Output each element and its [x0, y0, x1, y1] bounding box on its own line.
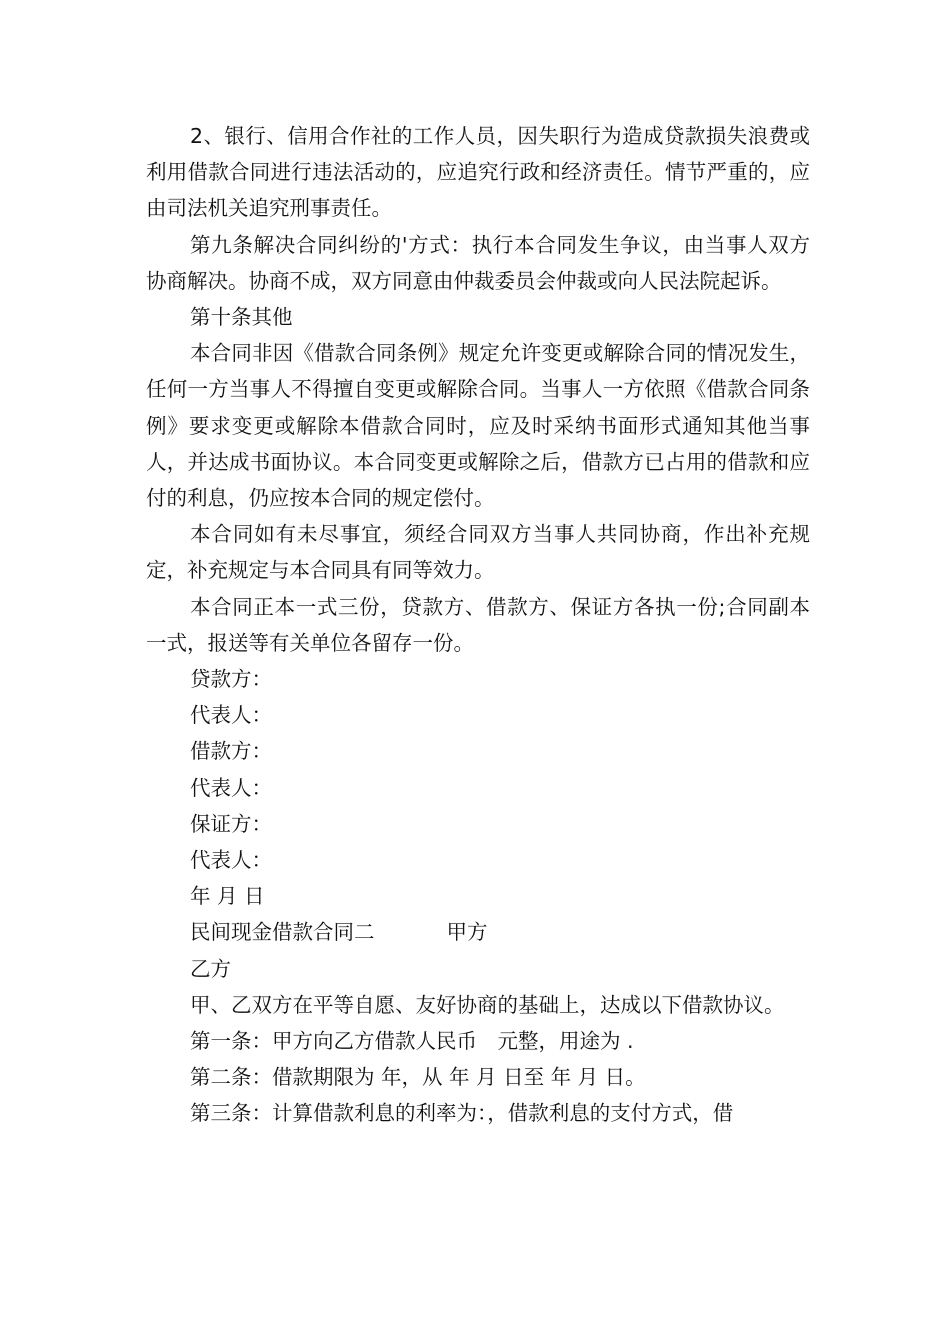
- signature-guarantor-representative: 代表人：: [190, 848, 272, 873]
- signature-lender: 贷款方：: [190, 667, 272, 692]
- party-b-label: 乙方: [190, 956, 231, 981]
- signature-guarantor: 保证方：: [190, 811, 272, 836]
- paragraph-modification: 本合同非因《借款合同条例》规定允许变更或解除合同的情况发生，任何一方当事人不得擅自变更或解除合同。当事人一方依照《借款合同条例》要求变更或解除本借款合同时，应及时采纳书面形式通知其他当事人，并达成书面协议。本合同变更或解除之后，借款方已占用的借款和应付的利息，仍应按本合同的规定偿付。: [146, 341, 810, 511]
- paragraph-copies: 本合同正本一式三份，贷款方、借款方、保证方各执一份;合同副本一式，报送等有关单位各留存一份。: [146, 594, 810, 655]
- heading-article-10: 第十条其他: [190, 305, 293, 330]
- contract2-title-line: [146, 914, 810, 950]
- contract2-title: 民间现金借款合同二: [190, 920, 375, 945]
- paragraph-staff-liability: 2、银行、信用合作社的工作人员，因失职行为造成贷款损失浪费或利用借款合同进行违法活动的，应追究行政和经济责任。情节严重的，应由司法机关追究刑事责任。: [146, 124, 810, 221]
- signature-borrower: 借款方：: [190, 739, 272, 764]
- paragraph-clause-2: 第二条：借款期限为 年，从 年 月 日至 年 月 日。: [190, 1065, 646, 1090]
- paragraph-agreement-intro: 甲、乙双方在平等自愿、友好协商的基础上，达成以下借款协议。: [190, 992, 785, 1017]
- paragraph-clause-1: 第一条：甲方向乙方借款人民币 元整，用途为 .: [190, 1029, 634, 1054]
- paragraph-clause-3: 第三条：计算借款利息的利率为：，借款利息的支付方式，借: [190, 1101, 734, 1126]
- party-a-label: 甲方: [446, 920, 488, 945]
- paragraph-article-9: 第九条解决合同纠纷的'方式：执行本合同发生争议，由当事人双方协商解决。协商不成，双方同意由仲裁委员会仲裁或向人民法院起诉。: [146, 232, 810, 293]
- paragraph-supplement: 本合同如有未尽事宜，须经合同双方当事人共同协商，作出补充规定，补充规定与本合同具有同等效力。: [146, 522, 810, 583]
- signature-date: 年 月 日: [190, 884, 265, 909]
- document-page: [146, 118, 810, 1132]
- signature-borrower-representative: 代表人：: [190, 775, 272, 800]
- signature-lender-representative: 代表人：: [190, 703, 272, 728]
